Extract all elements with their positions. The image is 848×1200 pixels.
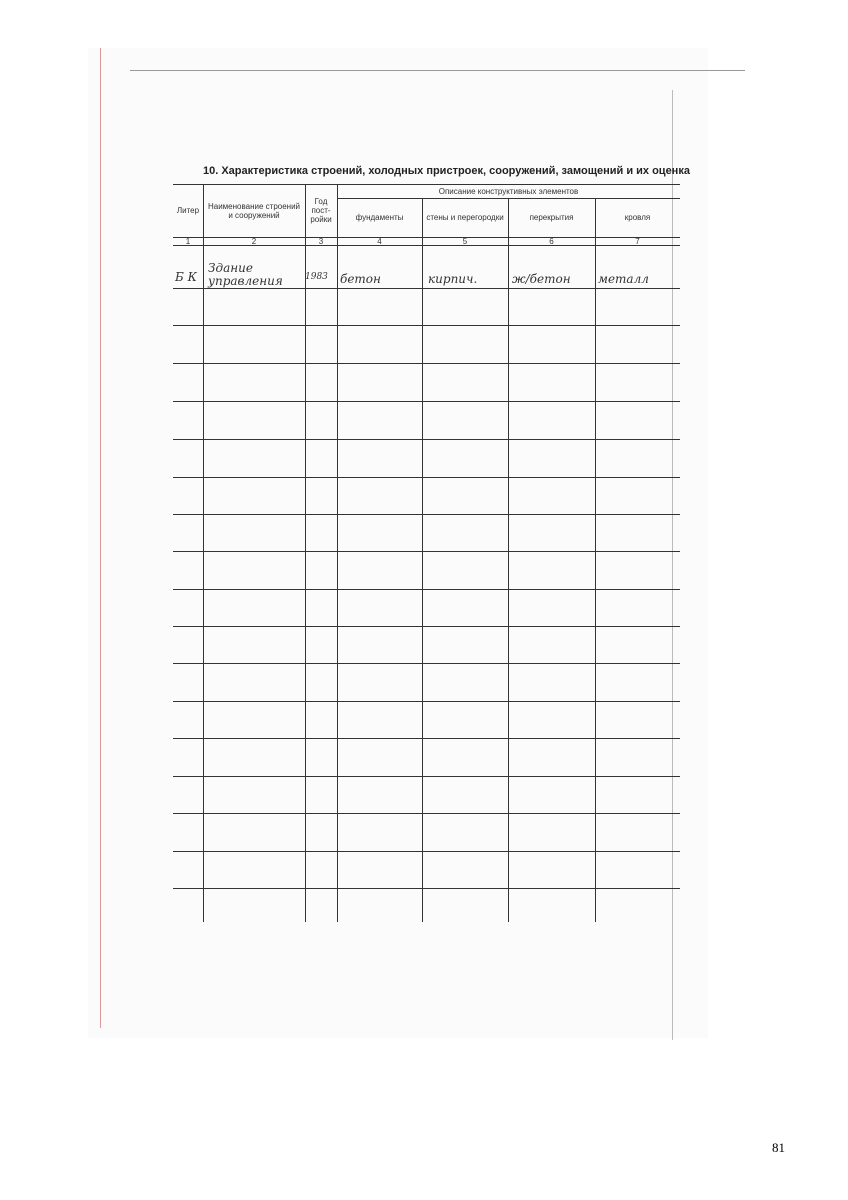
table-rule xyxy=(173,325,680,326)
handwritten-cell: бетон xyxy=(340,272,381,286)
column-header: кровля xyxy=(624,213,651,222)
table-rule xyxy=(173,363,680,364)
column-rule xyxy=(422,198,423,922)
table-rule xyxy=(173,888,680,889)
column-header: Литер xyxy=(176,206,200,215)
column-number: 1 xyxy=(185,236,191,246)
margin-line xyxy=(100,48,101,1028)
table-rule xyxy=(173,626,680,627)
column-rule xyxy=(203,184,204,922)
handwritten-cell: ж/бетон xyxy=(512,272,571,286)
table-rule xyxy=(173,589,680,590)
handwritten-cell: Здание управления xyxy=(208,261,283,288)
table-rule xyxy=(173,738,680,739)
page-number: 81 xyxy=(772,1140,785,1155)
column-number: 5 xyxy=(462,236,468,246)
handwritten-cell: металл xyxy=(598,272,649,286)
column-number: 2 xyxy=(251,236,257,246)
handwritten-cell: кирпич. xyxy=(428,272,478,286)
column-header: стены и перегородки xyxy=(426,213,504,222)
table-rule xyxy=(173,439,680,440)
table-rule xyxy=(173,245,680,246)
handwritten-cell: 1983 xyxy=(305,272,328,282)
table-rule xyxy=(173,663,680,664)
table-rule xyxy=(173,401,680,402)
table-rule xyxy=(173,851,680,852)
column-number: 7 xyxy=(635,236,640,246)
column-number: 4 xyxy=(377,236,382,246)
column-rule xyxy=(595,198,596,922)
scan-edge xyxy=(130,70,745,71)
table-rule xyxy=(173,477,680,478)
column-rule xyxy=(508,198,509,922)
column-rule xyxy=(337,184,338,922)
table-rule xyxy=(173,813,680,814)
column-header: фундаменты xyxy=(355,213,404,222)
table-rule xyxy=(173,514,680,515)
column-header: Год пост-ройки xyxy=(310,197,332,224)
handwritten-cell: Б К xyxy=(175,270,197,284)
section-title: 10. Характеристика строений, холодных пристроек, сооружений, замощений и их оценка xyxy=(203,165,690,177)
table-rule xyxy=(173,288,680,289)
column-number: 3 xyxy=(318,236,324,246)
column-number: 6 xyxy=(549,236,554,246)
column-rule xyxy=(305,184,306,922)
column-header: перекрытия xyxy=(529,213,574,222)
table-rule xyxy=(173,701,680,702)
table-rule xyxy=(173,551,680,552)
group-header: Описание конструктивных элементов xyxy=(438,186,579,196)
table-rule xyxy=(173,776,680,777)
column-header: Наименование строений и сооружений xyxy=(207,201,301,220)
